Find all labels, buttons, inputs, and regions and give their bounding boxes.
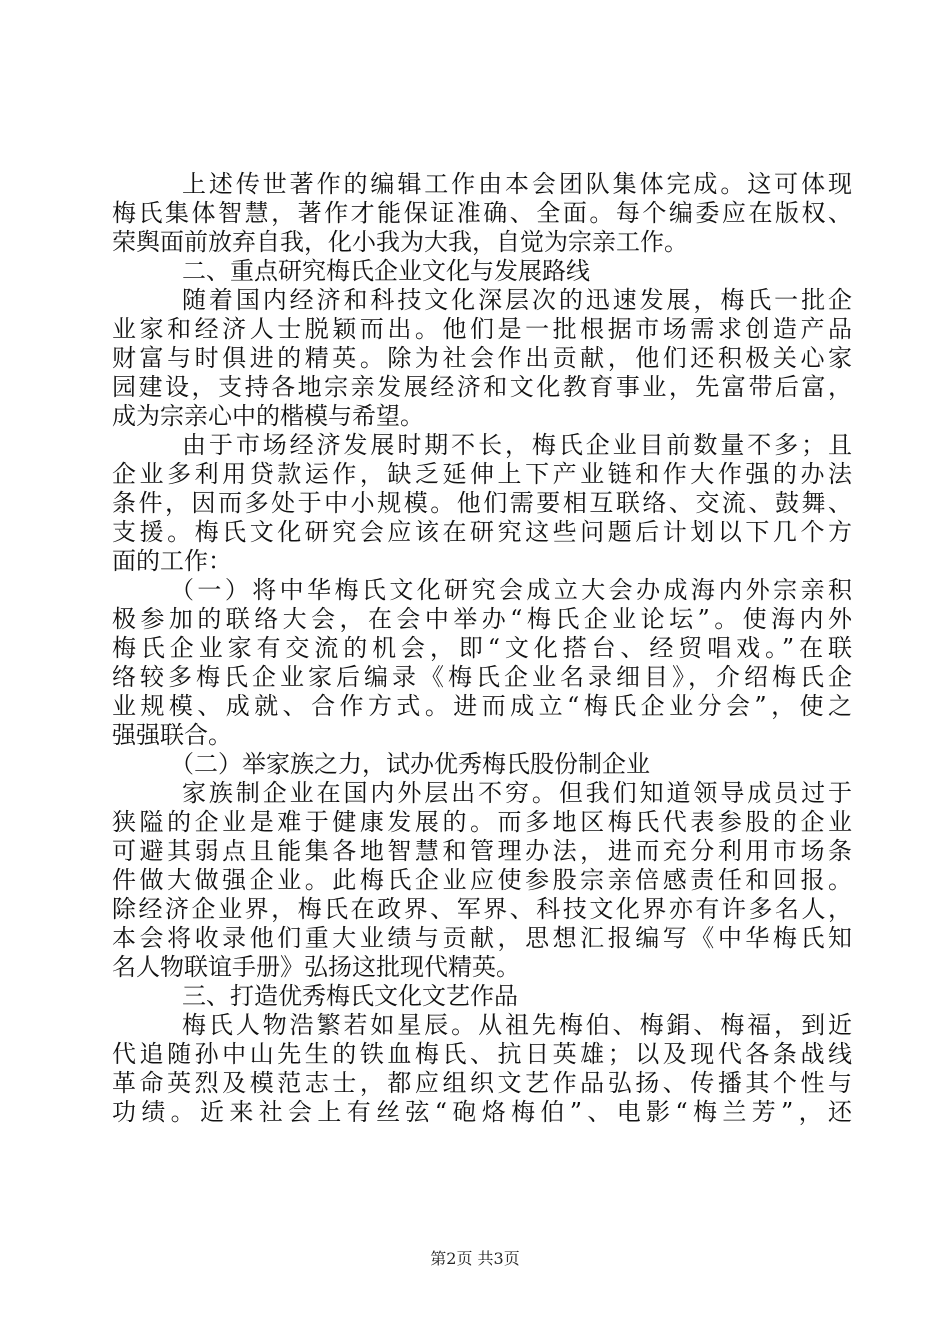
section-heading: 二、重点研究梅氏企业文化与发展路线 — [182, 257, 590, 285]
text-line: 革命英烈及模范志士，都应组织文艺作品弘扬、传播其个性与 — [112, 1069, 852, 1097]
text-line: 企业多利用贷款运作，缺乏延伸上下产业链和作大作强的办法 — [112, 460, 852, 488]
text-line: 随着国内经济和科技文化深层次的迅速发展，梅氏一批企 — [182, 286, 852, 314]
text-line: 络较多梅氏企业家后编录《梅氏企业名录细目》，介绍梅氏企 — [112, 663, 852, 691]
text-line: 家族制企业在国内外层出不穷。但我们知道领导成员过于 — [182, 779, 852, 807]
text-line: 除经济企业界，梅氏在政界、军界、科技文化界亦有许多名人， — [112, 895, 852, 923]
section-heading: 三、打造优秀梅氏文化文艺作品 — [182, 982, 518, 1010]
text-line: 名人物联谊手册》弘扬这批现代精英。 — [112, 953, 520, 981]
text-line: 荣舆面前放弃自我，化小我为大我，自觉为宗亲工作。 — [112, 228, 688, 256]
text-line: 业家和经济人士脱颖而出。他们是一批根据市场需求创造产品 — [112, 315, 852, 343]
text-line: 财富与时俱进的精英。除为社会作出贡献，他们还积极关心家 — [112, 344, 852, 372]
text-line: 强强联合。 — [112, 721, 232, 749]
text-line: 狭隘的企业是难于健康发展的。而多地区梅氏代表参股的企业 — [112, 808, 852, 836]
text-line: 本会将收录他们重大业绩与贡献，思想汇报编写《中华梅氏知 — [112, 924, 852, 952]
text-line: （一）将中华梅氏文化研究会成立大会办成海内外宗亲积 — [170, 576, 852, 604]
text-line: 代追随孙中山先生的铁血梅氏、抗日英雄；以及现代各条战线 — [112, 1040, 852, 1068]
text-line: 梅氏集体智慧，著作才能保证准确、全面。每个编委应在版权、 — [112, 199, 852, 227]
subsection-heading: （二）举家族之力，试办优秀梅氏股份制企业 — [170, 750, 650, 778]
text-line: 可避其弱点且能集各地智慧和管理办法，进而充分利用市场条 — [112, 837, 852, 865]
text-line: 支援。梅氏文化研究会应该在研究这些问题后计划以下几个方 — [112, 518, 852, 546]
text-line: 由于市场经济发展时期不长，梅氏企业目前数量不多；且 — [182, 431, 852, 459]
text-line: 条件，因而多处于中小规模。他们需要相互联络、交流、鼓舞、 — [112, 489, 852, 517]
text-line: 面的工作： — [112, 547, 232, 575]
text-line: 园建设，支持各地宗亲发展经济和文化教育事业，先富带后富， — [112, 373, 852, 401]
text-line: 功绩。近来社会上有丝弦“砲烙梅伯”、电影“梅兰芳”，还 — [112, 1098, 852, 1126]
text-line: 成为宗亲心中的楷模与希望。 — [112, 402, 424, 430]
text-line: 业规模、成就、合作方式。进而成立“梅氏企业分会”，使之 — [112, 692, 852, 720]
text-line: 件做大做强企业。此梅氏企业应使参股宗亲倍感责任和回报。 — [112, 866, 852, 894]
text-line: 极参加的联络大会，在会中举办“梅氏企业论坛”。使海内外 — [112, 605, 852, 633]
text-line: 上述传世著作的编辑工作由本会团队集体完成。这可体现 — [182, 170, 852, 198]
document-body — [112, 170, 852, 1127]
text-line: 梅氏企业家有交流的机会，即“文化搭台、经贸唱戏。”在联 — [112, 634, 852, 662]
page-footer: 第2页 共3页 — [430, 1249, 520, 1268]
text-line: 梅氏人物浩繁若如星辰。从祖先梅伯、梅鋗、梅福，到近 — [182, 1011, 852, 1039]
